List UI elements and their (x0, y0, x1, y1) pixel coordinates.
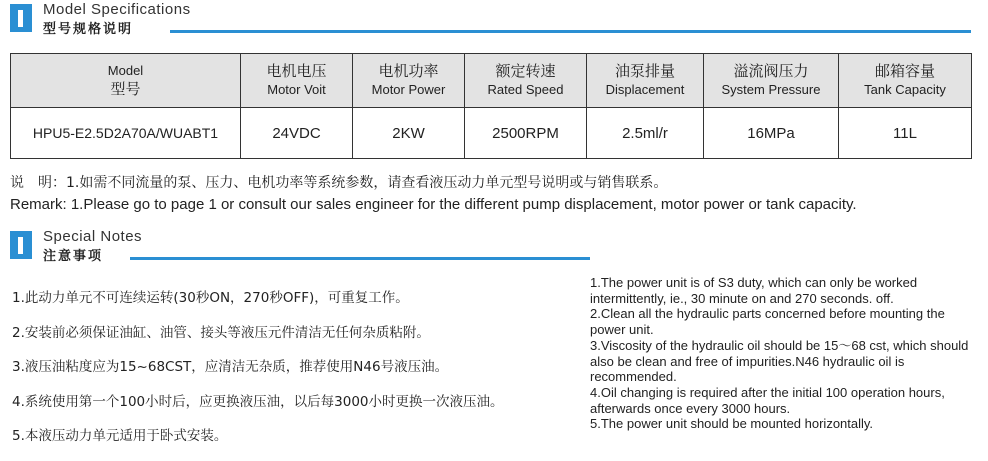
header-displacement-zh: 油泵排量 (614, 62, 675, 80)
list-item: 1.The power unit is of S3 duty, which can only be worked intermittently, ie., 30 minute on and 270 seconds. off. (590, 275, 918, 306)
section-marker-icon (10, 231, 32, 259)
list-item: 2.安装前必须保证油缸、油管、接头等液压元件清洁无任何杂质粘附。 (12, 324, 430, 341)
section-rule (170, 30, 971, 33)
remark-zh: 说 明：1.如需不同流量的泵、压力、电机功率等系统参数，请查看液压动力单元型号说明或与销售联系。 (10, 175, 668, 191)
section-title-zh: 型号规格说明 (43, 22, 134, 37)
notes-zh-list (12, 288, 587, 461)
header-system-pressure-en: System Pressure (721, 82, 821, 97)
cell-motor-voltage: 24VDC (241, 108, 353, 159)
list-item: 3.Viscosity of the hydraulic oil should be 15～68 cst, which should also be clean and free of impurities.N46 hydraulic oil is recommended. (590, 337, 969, 385)
list-item: 5.The power unit should be mounted horizontally. (590, 416, 874, 432)
header-motor-power (353, 54, 465, 108)
section-title-en: Special Notes (43, 228, 143, 245)
cell-motor-power: 2KW (353, 108, 465, 159)
header-model-en: Model (107, 63, 144, 78)
notes-en-list (590, 275, 970, 432)
section-title-en: Model Specifications (43, 1, 191, 18)
header-rated-speed-zh: 额定转速 (495, 62, 556, 80)
header-motor-voltage-zh: 电机电压 (266, 62, 327, 80)
list-item: 4.Oil changing is required after the initial 100 operation hours, afterwards once every 3000 hours. (590, 384, 945, 416)
header-displacement (587, 54, 704, 108)
cell-tank-capacity: 11L (839, 108, 972, 159)
list-item: 3.液压油粘度应为15~68CST，应清洁无杂质，推荐使用N46号液压油。 (12, 359, 449, 375)
cell-model: HPU5-E2.5D2A70A/WUABT1 (11, 108, 241, 159)
header-system-pressure-zh: 溢流阀压力 (733, 62, 809, 80)
header-tank-capacity-en: Tank Capacity (864, 82, 946, 97)
section-rule (130, 257, 590, 260)
spec-table-header-row (11, 54, 972, 108)
list-item: 4.系统使用第一个100小时后，应更换液压油，以后每3000小时更换一次液压油。 (12, 393, 504, 410)
header-model (11, 54, 241, 108)
header-tank-capacity (839, 54, 972, 108)
cell-system-pressure: 16MPa (704, 108, 839, 159)
header-motor-power-zh: 电机功率 (378, 62, 439, 80)
table-row (11, 108, 972, 159)
list-item: 5.本液压动力单元适用于卧式安装。 (12, 428, 228, 444)
cell-displacement: 2.5ml/r (587, 108, 704, 159)
header-rated-speed-en: Rated Speed (487, 82, 564, 97)
list-item: 1.此动力单元不可连续运转(30秒ON，270秒OFF)，可重复工作。 (12, 290, 409, 306)
special-notes-heading (10, 228, 970, 264)
list-item: 2.Clean all the hydraulic parts concerned before mounting the power unit. (590, 306, 945, 338)
header-system-pressure (704, 54, 839, 108)
section-title-zh: 注意事项 (43, 249, 104, 264)
cell-rated-speed: 2500RPM (465, 108, 587, 159)
header-motor-voltage-en: Motor Voit (267, 82, 326, 97)
header-motor-voltage (241, 54, 353, 108)
remark-en: Remark: 1.Please go to page 1 or consult our sales engineer for the different pump displacement, motor power or tank capacity. (10, 196, 857, 213)
header-displacement-en: Displacement (605, 82, 685, 97)
model-specifications-heading (10, 1, 970, 37)
header-tank-capacity-zh: 邮箱容量 (874, 62, 935, 80)
header-rated-speed (465, 54, 587, 108)
header-model-zh: 型号 (110, 80, 141, 98)
section-marker-icon (10, 4, 32, 32)
header-motor-power-en: Motor Power (371, 82, 446, 97)
spec-table (10, 53, 972, 159)
